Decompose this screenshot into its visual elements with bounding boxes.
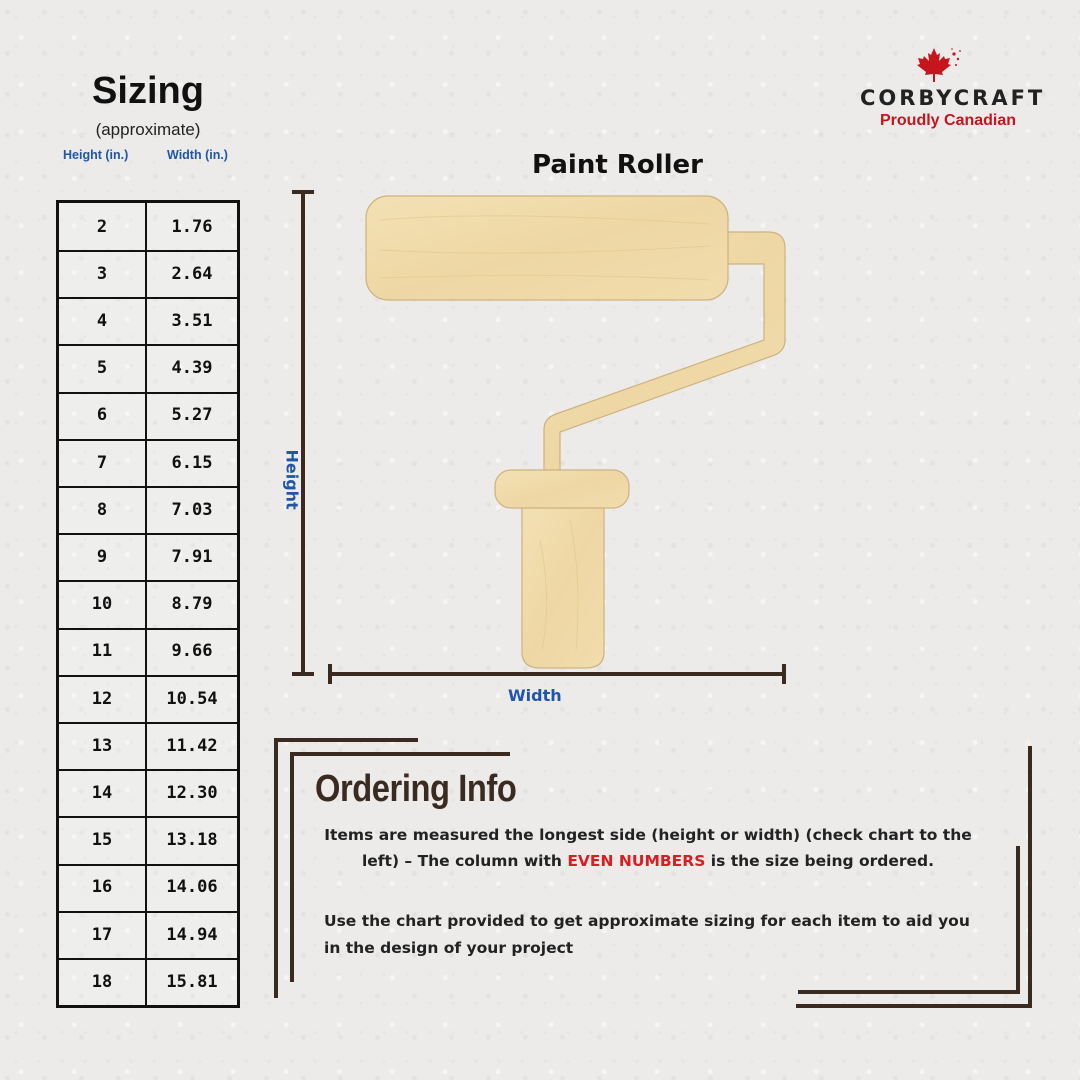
table-row bbox=[59, 817, 237, 864]
height-cell: 12 bbox=[59, 675, 147, 722]
height-cell: 5 bbox=[59, 345, 147, 392]
table-row bbox=[59, 958, 237, 1005]
ordering-info-paragraph-1 bbox=[318, 822, 978, 874]
table-row bbox=[59, 486, 237, 533]
table-row bbox=[59, 911, 237, 958]
maple-leaf-icon bbox=[916, 46, 964, 88]
sizing-table bbox=[56, 200, 240, 1008]
width-label: Width bbox=[508, 686, 562, 705]
ordering-text-before: Items are measured the longest side (height or width) (check chart to the left) – The column with bbox=[324, 826, 972, 870]
table-row bbox=[59, 203, 237, 250]
height-cell: 11 bbox=[59, 628, 147, 675]
product-title: Paint Roller bbox=[532, 150, 703, 180]
width-cell: 2.64 bbox=[171, 263, 213, 284]
width-cell: 6.15 bbox=[171, 452, 213, 473]
height-cell: 4 bbox=[59, 297, 147, 344]
height-cell: 14 bbox=[59, 769, 147, 816]
table-row bbox=[59, 533, 237, 580]
sizing-title: Sizing bbox=[92, 70, 204, 112]
roller-shape bbox=[366, 196, 785, 668]
height-cell: 16 bbox=[59, 864, 147, 911]
table-row bbox=[59, 628, 237, 675]
height-column-header: Height (in.) bbox=[63, 148, 129, 162]
height-cell: 18 bbox=[59, 958, 147, 1005]
width-cell: 15.81 bbox=[166, 971, 218, 992]
width-cell: 8.79 bbox=[171, 594, 213, 615]
height-cell: 7 bbox=[59, 439, 147, 486]
height-cell: 2 bbox=[59, 203, 147, 250]
brand-tagline: Proudly Canadian bbox=[880, 112, 1017, 129]
paint-roller-illustration bbox=[290, 180, 810, 710]
width-cell: 10.54 bbox=[166, 688, 218, 709]
height-label: Height bbox=[282, 449, 302, 510]
width-cell: 13.18 bbox=[166, 830, 218, 851]
ordering-text-after: is the size being ordered. bbox=[705, 852, 935, 870]
height-cell: 8 bbox=[59, 486, 147, 533]
height-cell: 10 bbox=[59, 581, 147, 628]
table-row bbox=[59, 722, 237, 769]
width-cell: 11.42 bbox=[166, 735, 218, 756]
ordering-info-title: Ordering Info bbox=[315, 768, 517, 810]
width-column-header: Width (in.) bbox=[167, 148, 228, 162]
height-cell: 9 bbox=[59, 533, 147, 580]
table-row bbox=[59, 675, 237, 722]
width-cell: 3.51 bbox=[171, 310, 213, 331]
table-row bbox=[59, 769, 237, 816]
even-numbers-highlight: EVEN NUMBERS bbox=[567, 852, 706, 870]
sizing-subtitle: (approximate) bbox=[95, 120, 201, 139]
table-row bbox=[59, 250, 237, 297]
width-cell: 9.66 bbox=[171, 641, 213, 662]
height-cell: 3 bbox=[59, 250, 147, 297]
height-cell: 6 bbox=[59, 392, 147, 439]
table-row bbox=[59, 864, 237, 911]
table-row bbox=[59, 345, 237, 392]
width-cell: 14.06 bbox=[166, 877, 218, 898]
ordering-info-paragraph-2: Use the chart provided to get approximate sizing for each item to aid you in the design of your project bbox=[324, 912, 970, 957]
height-cell: 15 bbox=[59, 817, 147, 864]
brand-name: CORBYCRAFT bbox=[860, 86, 1046, 110]
height-cell: 17 bbox=[59, 911, 147, 958]
width-cell: 14.94 bbox=[166, 924, 218, 945]
width-cell: 7.03 bbox=[171, 499, 213, 520]
width-cell: 12.30 bbox=[166, 782, 218, 803]
width-cell: 1.76 bbox=[171, 216, 213, 237]
width-cell: 4.39 bbox=[171, 358, 213, 379]
width-cell: 5.27 bbox=[171, 405, 213, 426]
table-row bbox=[59, 392, 237, 439]
table-row bbox=[59, 581, 237, 628]
table-row bbox=[59, 297, 237, 344]
height-cell: 13 bbox=[59, 722, 147, 769]
width-cell: 7.91 bbox=[171, 546, 213, 567]
height-dimension-line bbox=[292, 192, 314, 674]
table-row bbox=[59, 439, 237, 486]
